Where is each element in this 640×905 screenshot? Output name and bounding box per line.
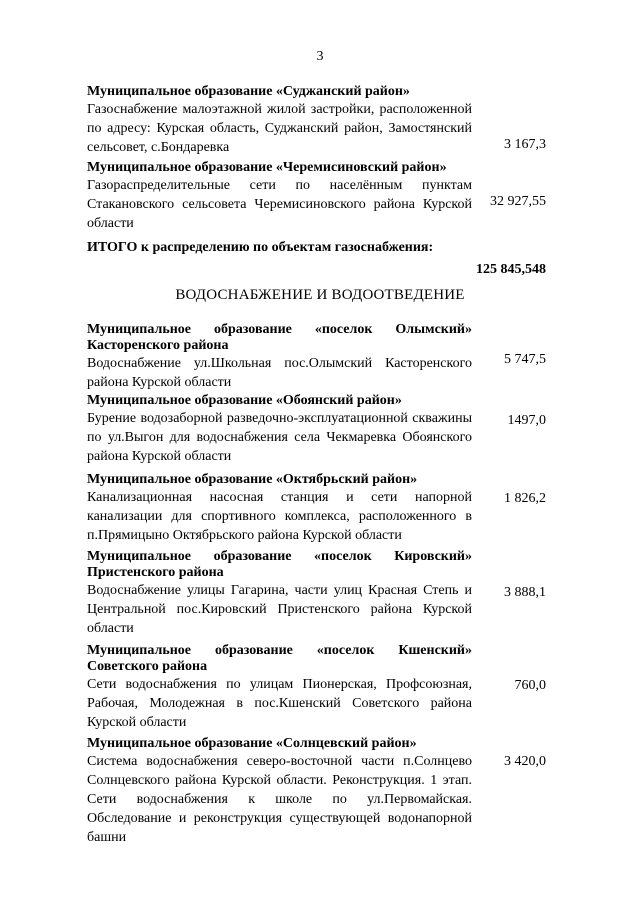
total-amount: 125 845,548 (476, 262, 546, 277)
entry-amount: 32 927,55 (490, 194, 546, 209)
entry-amount: 3 167,3 (504, 137, 546, 152)
entry-content: Бурение водозаборной разведочно-эксплуатационной скважины по ул.Выгон для водоснабжения села Чекмаревка Обоянского района Курской области (87, 411, 472, 464)
entry-title: Муниципальное образование «Обоянский район» (87, 393, 402, 408)
entry-title: Муниципальное образование «поселок Олымский» Касторенского района (87, 322, 472, 353)
page-number: 3 (316, 49, 324, 64)
entry-kirovsky (87, 549, 472, 638)
entry-content: Канализационная насосная станция и сети напорной канализации для спортивного комплекса, расположенного в п.Прямицыно Октябрьского района Курской области (87, 490, 472, 543)
entry-title: Муниципальное образование «Солнцевский район» (87, 736, 417, 751)
entry-amount: 1497,0 (507, 413, 546, 428)
entry-amount: 760,0 (514, 678, 546, 693)
section-heading: ВОДОСНАБЖЕНИЕ И ВОДООТВЕДЕНИЕ (175, 287, 465, 303)
entry-content: Сети водоснабжения по улицам Пионерская, Профсоюзная, Рабочая, Молодежная в пос.Кшенский Советского района Курской области (87, 677, 472, 730)
entry-content: Водоснабжение улицы Гагарина, части улиц Красная Степь и Центральной пос.Кировский Пристенского района Курской области (87, 583, 472, 636)
entry-title: Муниципальное образование «поселок Кшенский» Советского района (87, 643, 472, 674)
entry-title: Муниципальное образование «поселок Кировский» Пристенского района (87, 549, 472, 580)
entry-amount: 1 826,2 (504, 491, 546, 506)
entry-title: Муниципальное образование «Октябрьский район» (87, 472, 418, 487)
total-label: ИТОГО к распределению по объектам газоснабжения: (87, 240, 434, 255)
entry-content: Газораспределительные сети по населённым пунктам Стакановского сельсовета Черемисиновского района Курской области (87, 178, 472, 231)
entry-cheremisinovo (87, 160, 472, 233)
entry-content: Система водоснабжения северо-восточной части п.Солнцево Солнцевского района Курской области. Реконструкция. 1 этап. Сети водоснабжения к школе по ул.Первомайская. Обследование и реконструкция существующей водонапорной башни (87, 754, 472, 845)
entry-amount: 3 888,1 (504, 585, 546, 600)
entry-sudzha (87, 84, 472, 157)
entry-solntsevo (87, 736, 472, 847)
entry-content: Газоснабжение малоэтажной жилой застройки, расположенной по адресу: Курская область, Суджанский район, Замостянский сельсовет, с.Бондаревка (87, 102, 472, 155)
entry-title: Муниципальное образование «Черемисиновский район» (87, 160, 447, 175)
entry-oktyabrsky (87, 472, 472, 545)
entry-amount: 3 420,0 (504, 754, 546, 769)
entry-olymsky (87, 322, 472, 392)
entry-kshensky (87, 643, 472, 732)
entry-amount: 5 747,5 (504, 352, 546, 367)
entry-title: Муниципальное образование «Суджанский район» (87, 84, 410, 99)
entry-oboyan (87, 393, 472, 466)
entry-content: Водоснабжение ул.Школьная пос.Олымский Касторенского района Курской области (87, 356, 472, 390)
